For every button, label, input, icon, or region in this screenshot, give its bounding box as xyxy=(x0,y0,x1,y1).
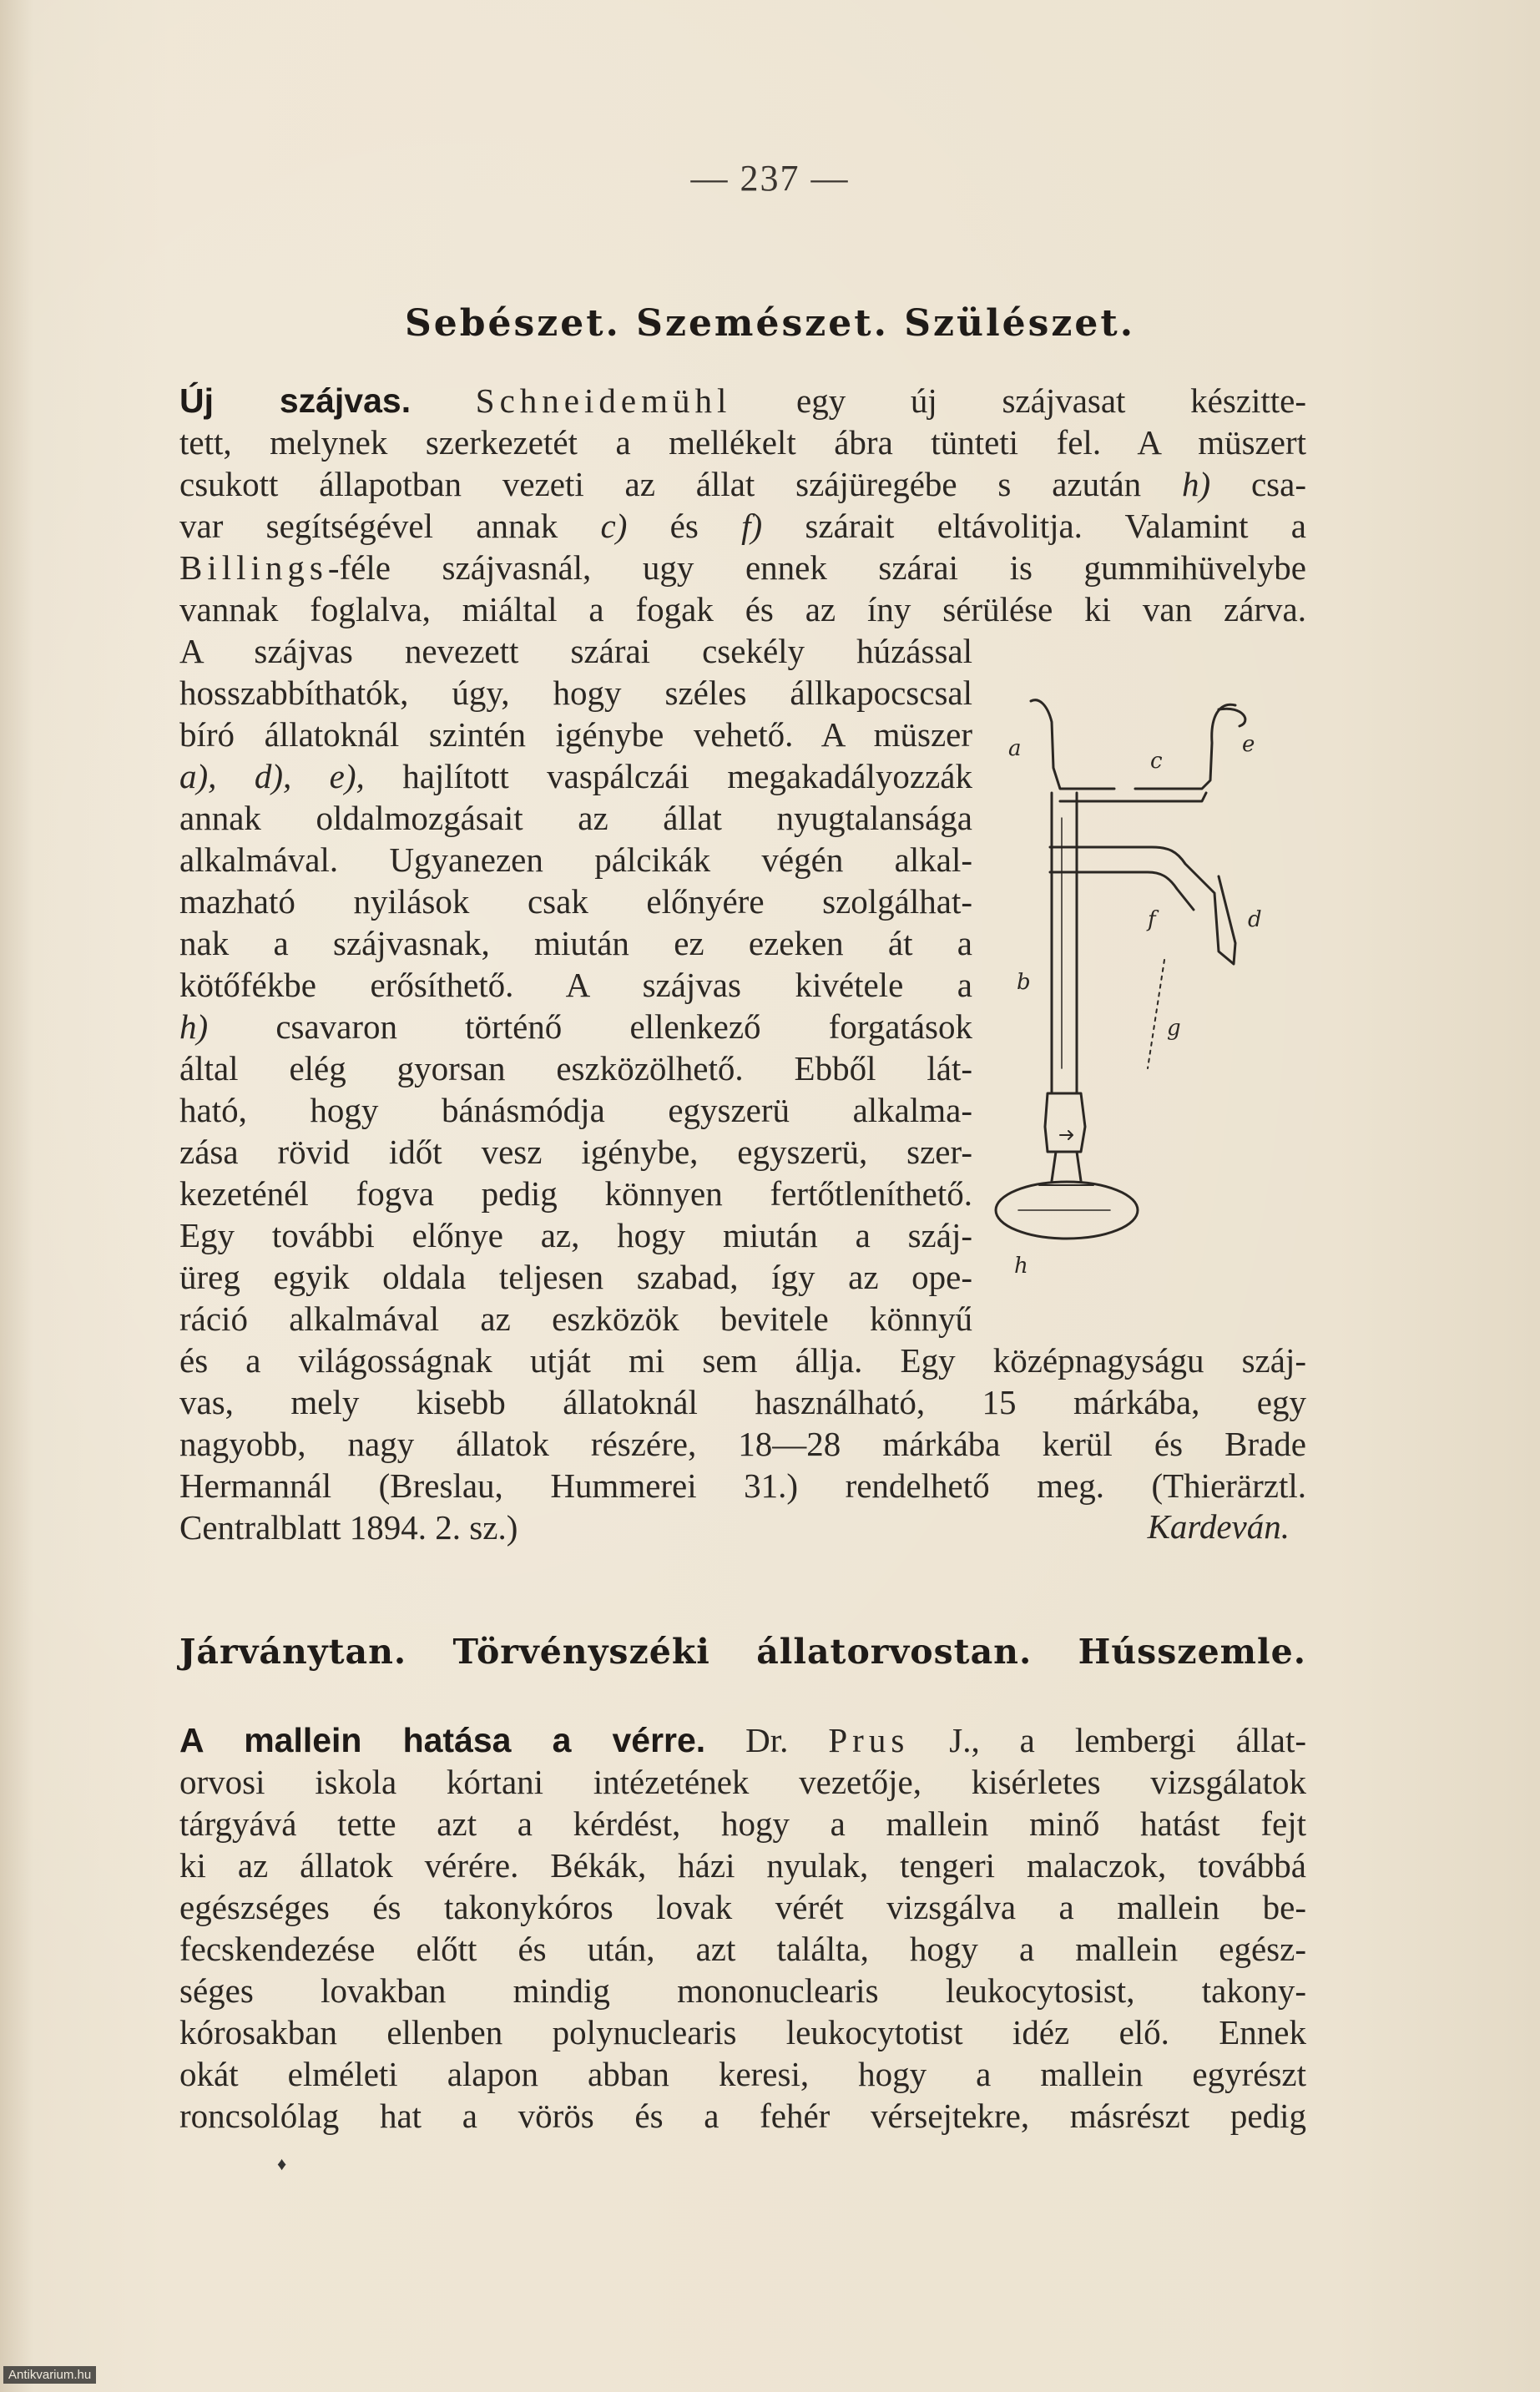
text-line: kötőfékbe erősíthető. A szájvas kivétele a xyxy=(179,966,972,1004)
text-line: roncsolólag hat a vörös és a fehér vérsejtekre, másrészt pedig xyxy=(179,2097,1306,2135)
text-line: a), d), e), hajlított vaspálczái megakadályozzák xyxy=(179,757,972,795)
author-name: Schneidemühl xyxy=(475,381,732,420)
figure-screw-arrow xyxy=(1060,1131,1073,1139)
article-title: A mallein hatása a vérre. xyxy=(179,1721,706,1759)
mouth-gag-drawing xyxy=(968,676,1302,1310)
text-line: alkalmával. Ugyanezen pálcikák végén alkal- xyxy=(179,840,972,879)
section-heading-surgery: Sebészet. Szemészet. Szülészet. xyxy=(404,302,1136,345)
text-line: által elég gyorsan eszközölhető. Ebből lát- xyxy=(179,1049,972,1088)
text-line: bíró állatoknál szintén igénybe vehető. A müszer xyxy=(179,715,972,754)
article-title: Új szájvas. xyxy=(179,381,412,420)
text-line: és a világosságnak utját mi sem állja. Egy középnagyságu száj- xyxy=(179,1341,1306,1380)
figure-label-a: a xyxy=(1008,736,1022,761)
text-line: kezeténél fogva pedig könnyen fertőtleníthető. xyxy=(179,1174,972,1213)
text-line: A mallein hatása a vérre. Dr. Prus J., a lembergi állat- xyxy=(179,1721,1306,1759)
text-line: Hermannál (Breslau, Hummerei 31.) rendelhető meg. (Thierärztl. xyxy=(179,1466,1306,1505)
figure-label-c: c xyxy=(1150,749,1163,774)
text-line: séges lovakban mindig mononuclearis leukocytosist, takony- xyxy=(179,1971,1306,2010)
text-line: kórosakban ellenben polynuclearis leukocytotist idéz elő. Ennek xyxy=(179,2013,1306,2051)
figure-neck xyxy=(1052,1152,1081,1181)
article-new-mouth-gag-column xyxy=(179,630,972,1340)
watermark: Antikvarium.hu xyxy=(3,2366,96,2384)
page-number: — 237 — xyxy=(690,158,850,199)
figure-pointer-g xyxy=(1148,960,1164,1068)
text-line: zása rövid időt vesz igénybe, egyszerü, szer- xyxy=(179,1133,972,1171)
text-line: orvosi iskola kórtani intézetének vezetője, kisérletes vizsgálatok xyxy=(179,1763,1306,1801)
ink-mark: ♦ xyxy=(277,2153,287,2174)
text-line: üreg egyik oldala teljesen szabad, így az ope- xyxy=(179,1258,972,1296)
figure-arm-f xyxy=(1077,872,1194,910)
text-line: A szájvas nevezett szárai csekély húzással xyxy=(179,632,972,670)
text-line: fecskendezése előtt és után, azt találta, hogy a mallein egész- xyxy=(179,1930,1306,1968)
figure-hook-e-tip xyxy=(1219,709,1245,726)
section-heading-epidemiology: Járványtan. Törvényszéki állatorvostan. Hússzemle. xyxy=(179,1632,1306,1672)
text-line: hosszabbíthatók, úgy, hogy széles állkapocscsal xyxy=(179,674,972,712)
figure-label-f: f xyxy=(1148,907,1156,932)
text-line: ható, hogy bánásmódja egyszerü alkalma- xyxy=(179,1091,972,1129)
figure-label-b: b xyxy=(1017,970,1031,995)
text-line: vannak foglalva, miáltal a fogak és az íny sérülése ki van zárva. xyxy=(179,590,1306,628)
figure-crossbar xyxy=(1060,793,1206,801)
article-new-mouth-gag-closing xyxy=(179,1340,1306,1548)
figure-hook-e xyxy=(1135,704,1235,789)
text-line: var segítségével annak c) és f) szárait eltávolitja. Valamint a xyxy=(179,507,1307,545)
figure-arm-d xyxy=(1077,847,1235,964)
text-line: Billings-féle szájvasnál, ugy ennek szárai is gummihüvelybe xyxy=(179,548,1306,587)
figure-label-g: g xyxy=(1167,1016,1181,1041)
text-line: annak oldalmozgásait az állat nyugtalansága xyxy=(179,799,972,837)
figure-sleeve-lower xyxy=(1045,1093,1085,1152)
text-line: h) csavaron történő ellenkező forgatások xyxy=(179,1007,972,1046)
text-line: egészséges és takonykóros lovak vérét vizsgálva a mallein be- xyxy=(179,1888,1306,1926)
figure-label-e: e xyxy=(1242,732,1255,757)
article-new-mouth-gag-intro xyxy=(179,380,1306,630)
text-line: vas, mely kisebb állatoknál használható, 15 márkába, egy xyxy=(179,1383,1306,1421)
author-name: Prus xyxy=(828,1721,910,1759)
author-signature: Kardeván. xyxy=(1147,1507,1290,1546)
text-line: tett, melynek szerkezetét a mellékelt ábra tünteti fel. A müszert xyxy=(179,423,1306,462)
figure-label-d: d xyxy=(1248,907,1262,932)
figure-hook-a xyxy=(1031,700,1114,789)
text-line: csukott állapotban vezeti az állat szájüregébe s azután h) csa- xyxy=(179,465,1306,503)
text-line: nak a szájvasnak, miután ez ezeken át a xyxy=(179,924,972,962)
figure-label-h: h xyxy=(1014,1254,1028,1279)
article-mallein-effect xyxy=(179,1719,1306,2137)
text-line: Egy további előnye az, hogy miután a száj- xyxy=(179,1216,972,1254)
text-line: Új szájvas. Schneidemühl egy új szájvasat készitte- xyxy=(179,381,1306,420)
text-line: nagyobb, nagy állatok részére, 18—28 márkába kerül és Brade xyxy=(179,1425,1306,1463)
text-line: tárgyává tette azt a kérdést, hogy a mallein minő hatást fejt xyxy=(179,1804,1306,1843)
mouth-gag-illustration xyxy=(968,676,1302,1310)
text-line: Centralblatt 1894. 2. sz.) xyxy=(179,1508,518,1547)
text-line: ki az állatok vérére. Békák, házi nyulak, tengeri malaczok, továbbá xyxy=(179,1846,1306,1885)
text-line: okát elméleti alapon abban keresi, hogy a mallein egyrészt xyxy=(179,2055,1306,2093)
text-line: mazható nyilások csak előnyére szolgálhat- xyxy=(179,882,972,921)
figure-sleeve-upper xyxy=(1050,847,1077,872)
text-line: ráció alkalmával az eszközök bevitele könnyű xyxy=(179,1299,972,1338)
person-name: Billings xyxy=(179,548,328,587)
